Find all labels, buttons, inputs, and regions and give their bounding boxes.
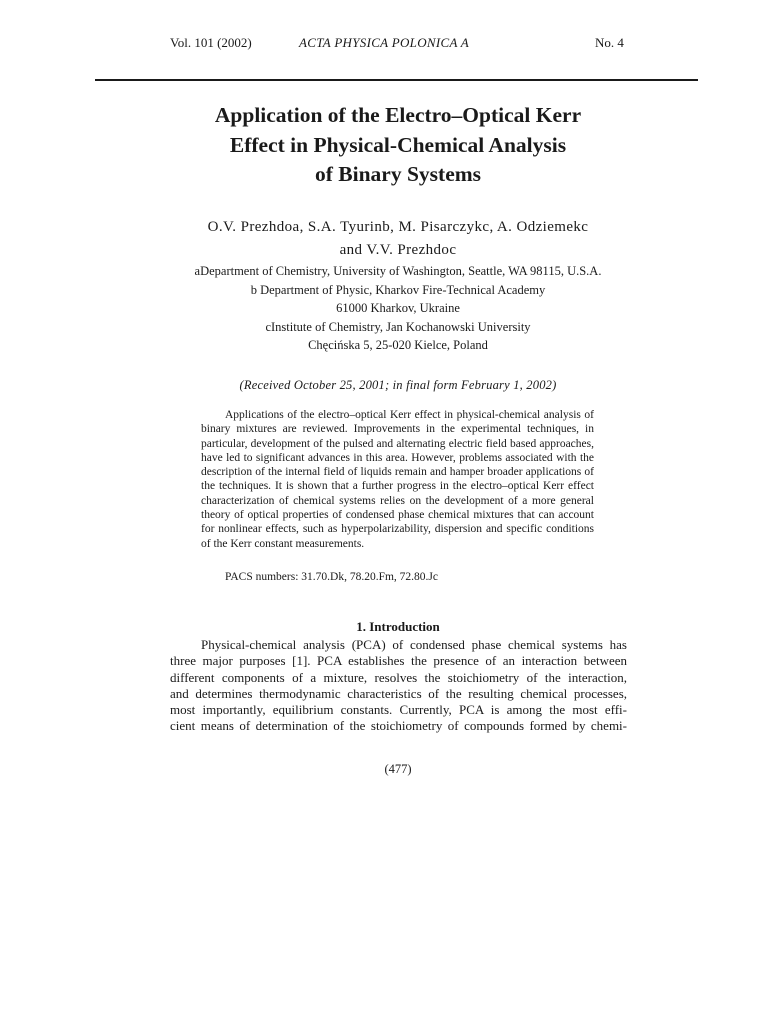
title-line: of Binary Systems [314, 162, 482, 186]
abstract-text: Applications of the electro–optical Kerr effect in physical-chemical analysis of binary mixtures are reviewed. Improvements in the experimental techniques, in particular, development of the pulsed and alternating electric field based approaches, have led to significant advances in this area. However, problems associated with the description of the internal field of liquids remain and hamper broader applications of the techniques. It is shown that a further progress in the electro–optical Kerr effect characterization of chemical systems relies on the development of a more general theory of optical properties of condensed phase chemical mixtures that can account for nonlinear effects, such as hyperpolarizability, dispersion and specific conditions of the Kerr constant measurements. [201, 409, 594, 550]
journal-name: ACTA PHYSICA POLONICA A [298, 35, 470, 50]
body-line: Physical-chemical analysis (PCA) of condensed phase chemical systems has [201, 637, 627, 652]
body-line: cient means of determination of the stoichiometry of compounds formed by chemi- [170, 718, 627, 734]
body-line: three major purposes [1]. PCA establishes the presence of an interaction between [170, 653, 627, 669]
pacs-numbers: PACS numbers: 31.70.Dk, 78.20.Fm, 72.80.Jc [225, 571, 438, 583]
body-line: different components of a mixture, resolves the stoichiometry of the interaction, [170, 669, 627, 685]
header-rule [95, 79, 698, 81]
paper-title [0, 101, 768, 190]
running-header [0, 35, 768, 55]
body-paragraph [170, 637, 627, 735]
body-line: and determines thermodynamic characteristics of the resulting chemical processes, [170, 685, 627, 701]
volume-label: Vol. 101 (2002) [170, 35, 252, 50]
affiliation-line: aDepartment of Chemistry, University of Washington, Seattle, WA 98115, U.S.A. [194, 264, 602, 278]
received-dates: (Received October 25, 2001; in final form February 1, 2002) [239, 378, 557, 392]
page-number: (477) [384, 762, 412, 776]
body-line: most importantly, equilibrium constants. Currently, PCA is among the most effi- [170, 702, 627, 718]
affiliation-line: Chęcińska 5, 25-020 Kielce, Poland [308, 338, 488, 352]
affiliation-line: 61000 Kharkov, Ukraine [336, 301, 460, 315]
author-line: O.V. Prezhdoa, S.A. Tyurinb, M. Pisarczykc, A. Odziemekc [207, 219, 589, 235]
author-line: and V.V. Prezhdoc [339, 242, 457, 258]
affiliations [0, 262, 768, 355]
title-line: Effect in Physical-Chemical Analysis [229, 132, 567, 157]
abstract [201, 408, 594, 551]
author-list [0, 216, 768, 262]
affiliation-line: cInstitute of Chemistry, Jan Kochanowski University [265, 319, 531, 334]
section-heading: 1. Introduction [356, 619, 440, 634]
issue-label: No. 4 [595, 35, 624, 50]
title-line: Application of the Electro–Optical Kerr [214, 103, 582, 127]
affiliation-line: b Department of Physic, Kharkov Fire-Technical Academy [250, 282, 546, 297]
